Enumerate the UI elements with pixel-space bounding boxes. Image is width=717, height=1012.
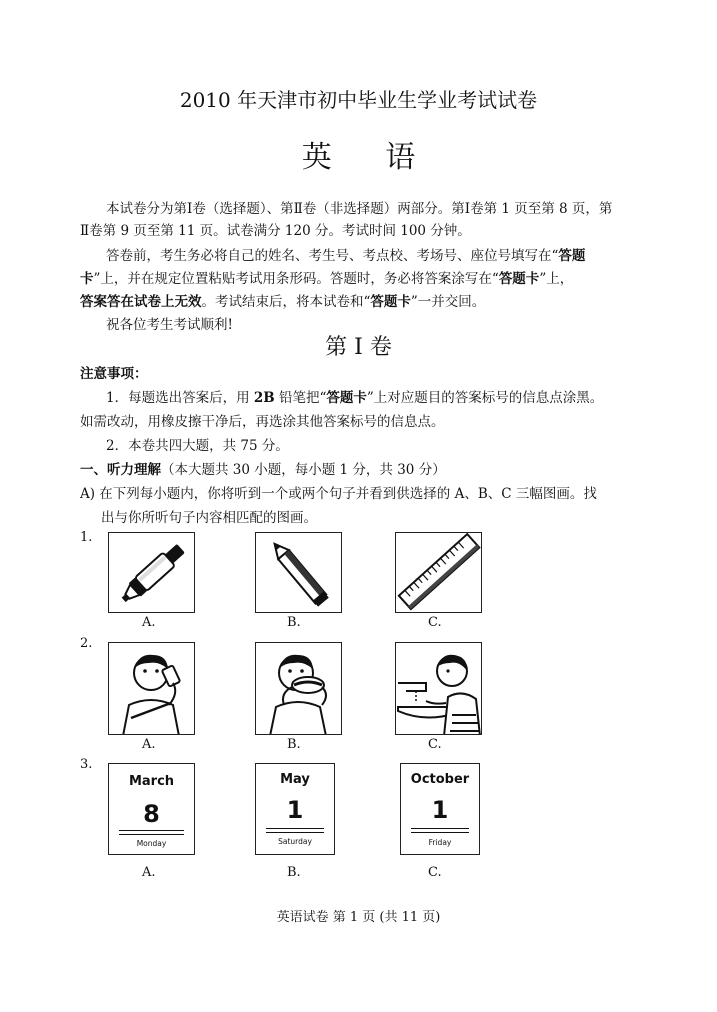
option-label-c: C. xyxy=(428,737,442,752)
option-label-b: B. xyxy=(287,865,301,880)
calendar-rule xyxy=(119,830,184,831)
option-label-c: C. xyxy=(428,615,442,630)
question-number: 1. xyxy=(80,530,93,545)
calendar-day: 8 xyxy=(143,800,160,828)
question-number: 2. xyxy=(80,636,93,651)
intro-paragraph-2-line-1: 答卷前，考生务必将自己的姓名、考生号、考点校、考场号、座位号填写在“答题 xyxy=(106,248,586,264)
calendar-month: May xyxy=(280,772,310,787)
question-number: 3. xyxy=(80,757,93,772)
calendar-day: 1 xyxy=(431,796,449,824)
boy-washing-hands-icon[interactable] xyxy=(395,642,482,735)
note-1-line-1: 1．每题选出答案后，用 2B 铅笔把“答题卡”上对应题目的答案标号的信息点涂黑。 xyxy=(106,390,604,406)
marker-pen-icon[interactable] xyxy=(108,532,195,613)
calendar-rule xyxy=(266,832,324,833)
notes-heading: 注意事项： xyxy=(80,366,148,382)
calendar-icon[interactable] xyxy=(255,763,335,855)
calendar-month: March xyxy=(128,774,175,789)
part-a-instruction-line-1: A) 在下列每小题内，你将听到一个或两个句子并看到供选择的 A、B、C 三幅图画。找 xyxy=(80,486,597,502)
calendar-weekday: Monday xyxy=(136,839,167,848)
note-2: 2．本卷共四大题，共 75 分。 xyxy=(106,438,289,454)
intro-paragraph-1-line-2: Ⅱ卷第 9 页至第 11 页。试卷满分 120 分。考试时间 100 分钟。 xyxy=(80,223,471,239)
option-label-b: B. xyxy=(287,737,301,752)
calendar-rule xyxy=(266,828,324,829)
intro-paragraph-1-line-1: 本试卷分为第Ⅰ卷（选择题）、第Ⅱ卷（非选择题）两部分。第Ⅰ卷第 1 页至第 8 页，第 xyxy=(106,201,613,217)
boy-eating-icon[interactable] xyxy=(255,642,342,735)
calendar-rule xyxy=(411,832,469,833)
calendar-day: 1 xyxy=(286,796,304,824)
calendar-icon[interactable] xyxy=(400,763,480,855)
note-1-line-2: 如需改动，用橡皮擦干净后，再选涂其他答案标号的信息点。 xyxy=(80,414,445,430)
pencil-icon[interactable] xyxy=(255,532,342,613)
calendar-weekday: Saturday xyxy=(278,837,312,846)
page-footer: 英语试卷 第 1 页 (共 11 页) xyxy=(276,910,441,925)
section-title: 第 I 卷 xyxy=(325,335,392,360)
calendar-icon[interactable] xyxy=(108,763,195,855)
intro-wish: 祝各位考生考试顺利! xyxy=(106,317,233,333)
calendar-weekday: Friday xyxy=(428,838,452,847)
option-label-b: B. xyxy=(287,615,301,630)
option-label-a: A. xyxy=(142,615,156,630)
calendar-rule xyxy=(119,834,184,835)
calendar-rule xyxy=(411,828,469,829)
intro-paragraph-2-line-2: 卡”上，并在规定位置粘贴考试用条形码。答题时，务必将答案涂写在“答题卡”上， xyxy=(80,271,574,287)
intro-paragraph-2-line-3: 答案答在试卷上无效。考试结束后，将本试卷和“答题卡”一并交回。 xyxy=(80,294,486,310)
calendar-month: October xyxy=(410,772,470,787)
subject-title: 英 语 xyxy=(301,140,438,175)
option-label-c: C. xyxy=(428,865,442,880)
part-a-instruction-line-2: 出与你所听句子内容相匹配的图画。 xyxy=(101,510,317,526)
option-label-a: A. xyxy=(142,737,156,752)
ruler-icon[interactable] xyxy=(395,532,482,613)
option-label-a: A. xyxy=(142,865,156,880)
boy-drinking-icon[interactable] xyxy=(108,642,195,735)
part-1-heading: 一、听力理解（本大题共 30 小题，每小题 1 分，共 30 分） xyxy=(80,462,446,478)
exam-title: 2010 年天津市初中毕业生学业考试试卷 xyxy=(179,88,538,112)
